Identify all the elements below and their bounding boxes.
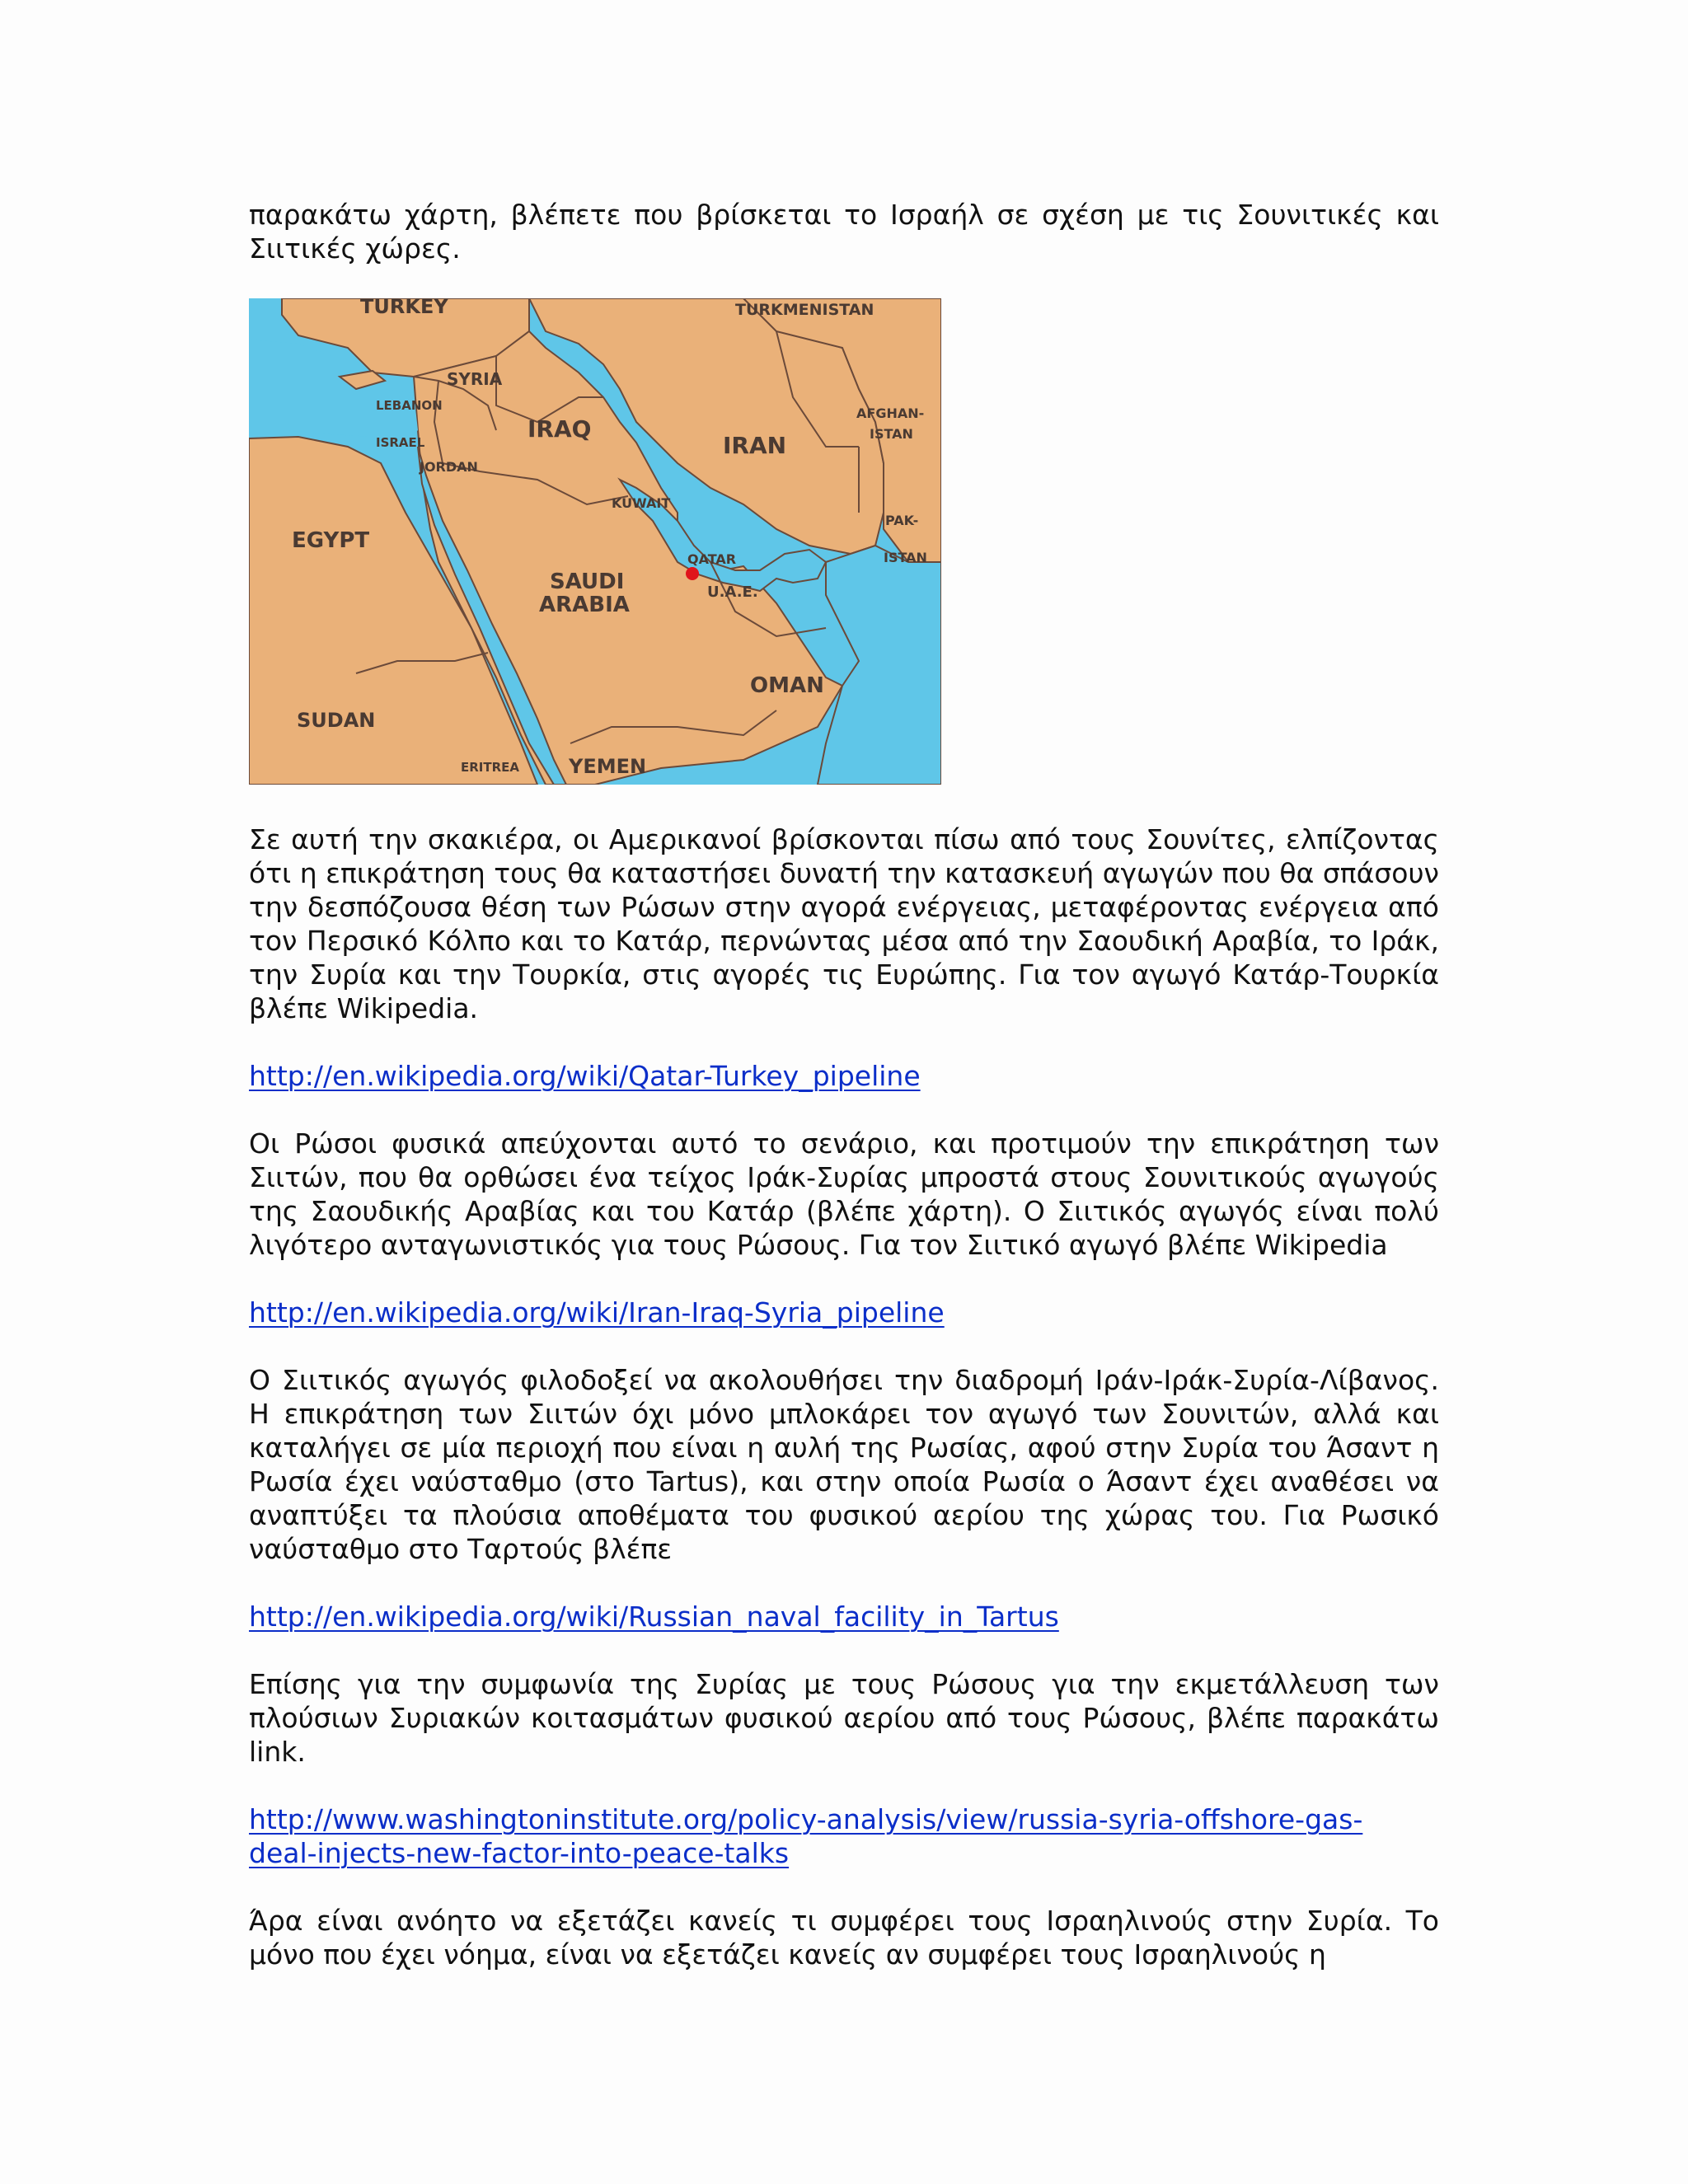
label-qatar: QATAR [687,551,737,567]
paragraph-shiite-pipeline: Ο Σιιτικός αγωγός φιλοδοξεί να ακολουθήσει την διαδρομή Ιράν-Ιράκ-Συρία-Λίβανος. Η επικράτηση των Σιιτών όχι μόνο μπλοκάρει τον αγωγό των Σουνιτών, αλλά και καταλήγει σε μία περιοχή που είναι η αυλή της Ρωσίας, αφού στην Συρία του Άσαντ η Ρωσία έχει ναύσταθμο (στο Tartus), και στην οποία Ρωσία ο Άσαντ έχει αναθέσει να αναπτύξει τα πλούσια αποθέματα του φυσικού αερίου της χώρας του. Για Ρωσικό ναύσταθμο στο Ταρτούς βλέπε [249,1364,1439,1565]
label-uae: U.A.E. [707,583,758,601]
label-lebanon: LEBANON [376,398,443,413]
label-saudi-2: ARABIA [539,593,630,617]
label-egypt: EGYPT [292,528,370,553]
paragraph-sunni-pipeline: Σε αυτή την σκακιέρα, οι Αμερικανοί βρίσκονται πίσω από τους Σουνίτες, ελπίζοντας ότι η επικράτηση τους θα καταστήσει δυνατή την κατασκευή αγωγών που θα σπάσουν την δεσπόζουσα θέση των Ρώσων στην αγορά ενέργειας, μεταφέροντας ενέργεια από τον Περσικό Κόλπο και το Κατάρ, περνώντας μέσα από την Σαουδική Αραβία, το Ιράκ, την Συρία και την Τουρκία, στις αγορές τις Ευρώπης. Για τον αγωγό Κατάρ-Τουρκία βλέπε Wikipedia. [249,823,1439,1024]
label-yemen: YEMEN [569,755,647,778]
label-turkey: TURKEY [360,298,448,318]
label-oman: OMAN [750,673,824,698]
document-body-continued [249,823,1439,1971]
label-pakistan-2: ISTAN [884,550,927,565]
paragraph-conclusion: Άρα είναι ανόητο να εξετάζει κανείς τι συμφέρει τους Ισραηλινούς στην Συρία. Το μόνο που έχει νόημα, είναι να εξετάζει κανείς αν συμφέρει τους Ισραηλινούς η [249,1905,1439,1971]
label-iran: IRAN [723,432,787,459]
middle-east-map [249,298,941,785]
link-tartus-facility[interactable]: http://en.wikipedia.org/wiki/Russian_naval_facility_in_Tartus [249,1601,1059,1633]
label-iraq: IRAQ [528,415,592,443]
label-pakistan-1: PAK- [885,513,919,528]
paragraph-intro: παρακάτω χάρτη, βλέπετε που βρίσκεται το Ισραήλ σε σχέση με τις Σουνιτικές και Σιιτικές χώρες. [249,199,1439,265]
paragraph-russian-position: Οι Ρώσοι φυσικά απεύχονται αυτό το σενάριο, και προτιμούν την επικράτηση των Σιιτών, που θα ορθώσει ένα τείχος Ιράκ-Συρίας μπροστά στους Σουνιτικούς αγωγούς της Σαουδικής Αραβίας και του Κατάρ (βλέπε χάρτη). Ο Σιιτικός αγωγός είναι πολύ λιγότερο ανταγωνιστικός για τους Ρώσους. Για τον Σιιτικό αγωγό βλέπε Wikipedia [249,1127,1439,1261]
label-afghanistan-1: AFGHAN- [856,405,925,421]
label-syria: SYRIA [447,369,503,389]
link-iran-iraq-syria-pipeline[interactable]: http://en.wikipedia.org/wiki/Iran-Iraq-Syria_pipeline [249,1296,945,1329]
label-saudi-1: SAUDI [550,569,625,594]
link-washington-institute-1[interactable]: http://www.washingtoninstitute.org/policy-analysis/view/russia-syria-offshore-gas- [249,1803,1363,1835]
label-eritrea: ERITREA [461,760,520,775]
label-sudan: SUDAN [297,709,376,732]
label-turkmenistan: TURKMENISTAN [735,301,874,319]
document-body [249,198,1439,265]
qatar-marker [686,567,699,580]
label-jordan: JORDAN [420,459,478,475]
link-washington-institute-2[interactable]: deal-injects-new-factor-into-peace-talks [249,1837,790,1869]
label-kuwait: KUWAIT [612,495,671,511]
link-qatar-turkey-pipeline[interactable]: http://en.wikipedia.org/wiki/Qatar-Turkey_pipeline [249,1060,921,1092]
label-israel: ISRAEL [376,435,425,450]
paragraph-syria-russia-deal: Επίσης για την συμφωνία της Συρίας με τους Ρώσους για την εκμετάλλευση των πλούσιων Συριακών κοιτασμάτων φυσικού αερίου από τους Ρώσους, βλέπε παρακάτω link. [249,1668,1439,1768]
label-afghanistan-2: ISTAN [870,426,913,442]
